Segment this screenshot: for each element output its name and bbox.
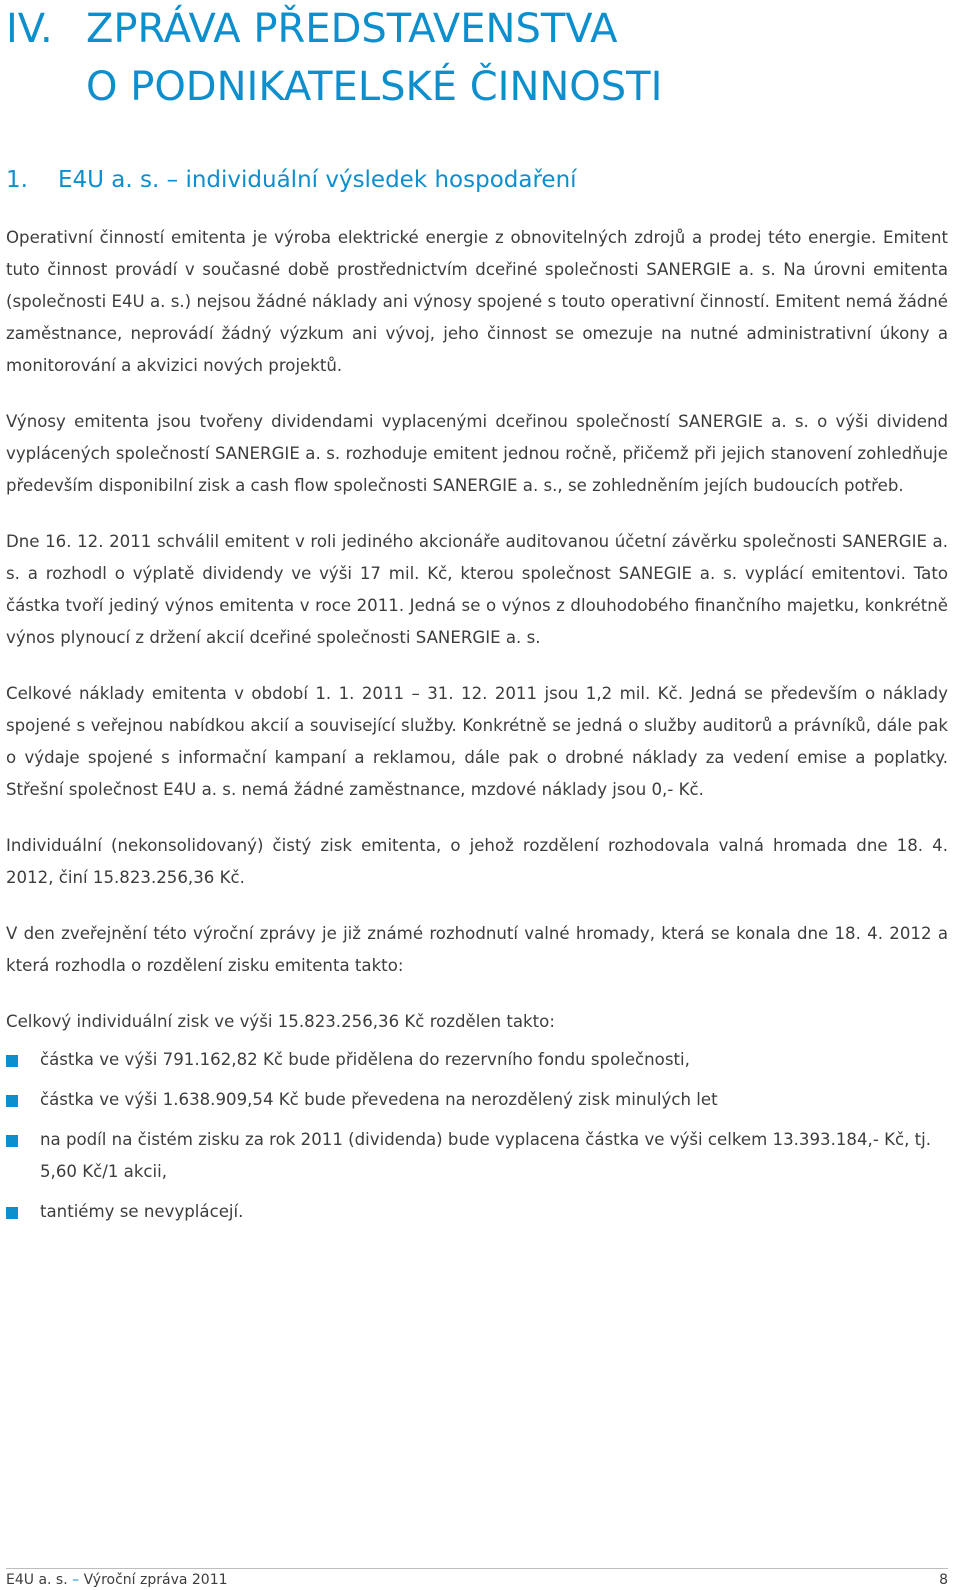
paragraph-revenues: Výnosy emitenta jsou tvořeny dividendami vyplacenými dceřinou společností SANERGIE a. s. o výši dividend vyplácených společností SANERGIE a. s. rozhoduje emitent jednou ročně, přičemž při jejich stanovení zohledňuje především disponibilní zisk a cash flow společnosti SANERGIE a. s., se zohledněním jejích budoucích potřeb. [6, 412, 948, 495]
square-bullet-icon [6, 1207, 18, 1219]
list-item [6, 1044, 948, 1076]
square-bullet-icon [6, 1055, 18, 1067]
page-footer [6, 1570, 948, 1590]
chapter-number: IV. [6, 6, 53, 52]
paragraph-costs: Celkové náklady emitenta v období 1. 1. 2011 – 31. 12. 2011 jsou 1,2 mil. Kč. Jedná se především o náklady spojené s veřejnou nabídkou akcií a související služby. Konkrétně se jedná o služby auditorů a právníků, dále pak o výdaje spojené s informační kampaní a reklamou, dále pak o drobné náklady za vedení emise a poplatky. Střešní společnost E4U a. s. nemá žádné zaměstnance, mzdové náklady jsou 0,- Kč. [6, 684, 948, 799]
page-number: 8 [939, 1572, 948, 1588]
list-item-text: tantiémy se nevyplácejí. [40, 1202, 244, 1221]
list-item [6, 1084, 948, 1116]
paragraph-dividend-decision: Dne 16. 12. 2011 schválil emitent v roli jediného akcionáře auditovanou účetní závěrku společnosti SANERGIE a. s. a rozhodl o výplatě dividendy ve výši 17 mil. Kč, kterou společnost SANEGIE a. s. vyplácí emitentovi. Tato částka tvoří jediný výnos emitenta v roce 2011. Jedná se o výnos z dlouhodobého finančního majetku, konkrétně výnos plynoucí z držení akcií dceřiné společnosti SANERGIE a. s. [6, 532, 948, 647]
section-title-text: E4U a. s. – individuální výsledek hospodaření [58, 167, 577, 193]
footer-report-title: Výroční zpráva 2011 [83, 1572, 228, 1588]
square-bullet-icon [6, 1135, 18, 1147]
chapter-title [6, 0, 662, 116]
chapter-title-line1: ZPRÁVA PŘEDSTAVENSTVA [86, 6, 618, 52]
document-body [6, 222, 948, 1236]
list-item-text: na podíl na čistém zisku za rok 2011 (dividenda) bude vyplacena částka ve výši celkem 13.393.184,- Kč, tj. 5,60 Kč/1 akcii, [40, 1130, 932, 1181]
list-item-text: částka ve výši 791.162,82 Kč bude přidělena do rezervního fondu společnosti, [40, 1050, 690, 1069]
list-item-text: částka ve výši 1.638.909,54 Kč bude převedena na nerozdělený zisk minulých let [40, 1090, 718, 1109]
chapter-title-line2: O PODNIKATELSKÉ ČINNOSTI [86, 64, 663, 110]
square-bullet-icon [6, 1095, 18, 1107]
profit-distribution-list [6, 1044, 948, 1228]
section-title [6, 160, 577, 200]
list-item [6, 1124, 948, 1188]
paragraph-profit-distribution-intro: Celkový individuální zisk ve výši 15.823.256,36 Kč rozdělen takto: [6, 1012, 555, 1031]
footer-separator: – [72, 1572, 80, 1588]
paragraph-general-meeting: V den zveřejnění této výroční zprávy je již známé rozhodnutí valné hromady, která se konala dne 18. 4. 2012 a která rozhodla o rozdělení zisku emitenta takto: [6, 924, 948, 975]
list-item [6, 1196, 948, 1228]
footer-divider [6, 1568, 948, 1569]
paragraph-net-profit: Individuální (nekonsolidovaný) čistý zisk emitenta, o jehož rozdělení rozhodovala valná hromada dne 18. 4. 2012, činí 15.823.256,36 Kč. [6, 836, 948, 887]
section-number: 1. [6, 167, 28, 193]
footer-company: E4U a. s. [6, 1572, 68, 1588]
paragraph-operations: Operativní činností emitenta je výroba elektrické energie z obnovitelných zdrojů a prodej této energie. Emitent tuto činnost provádí v současné době prostřednictvím dceřiné společnosti SANERGIE a. s. Na úrovni emitenta (společnosti E4U a. s.) nejsou žádné náklady ani výnosy spojené s touto operativní činností. Emitent nemá žádné zaměstnance, neprovádí žádný výzkum ani vývoj, jeho činnost se omezuje na nutné administrativní úkony a monitorování a akvizici nových projektů. [6, 228, 948, 375]
